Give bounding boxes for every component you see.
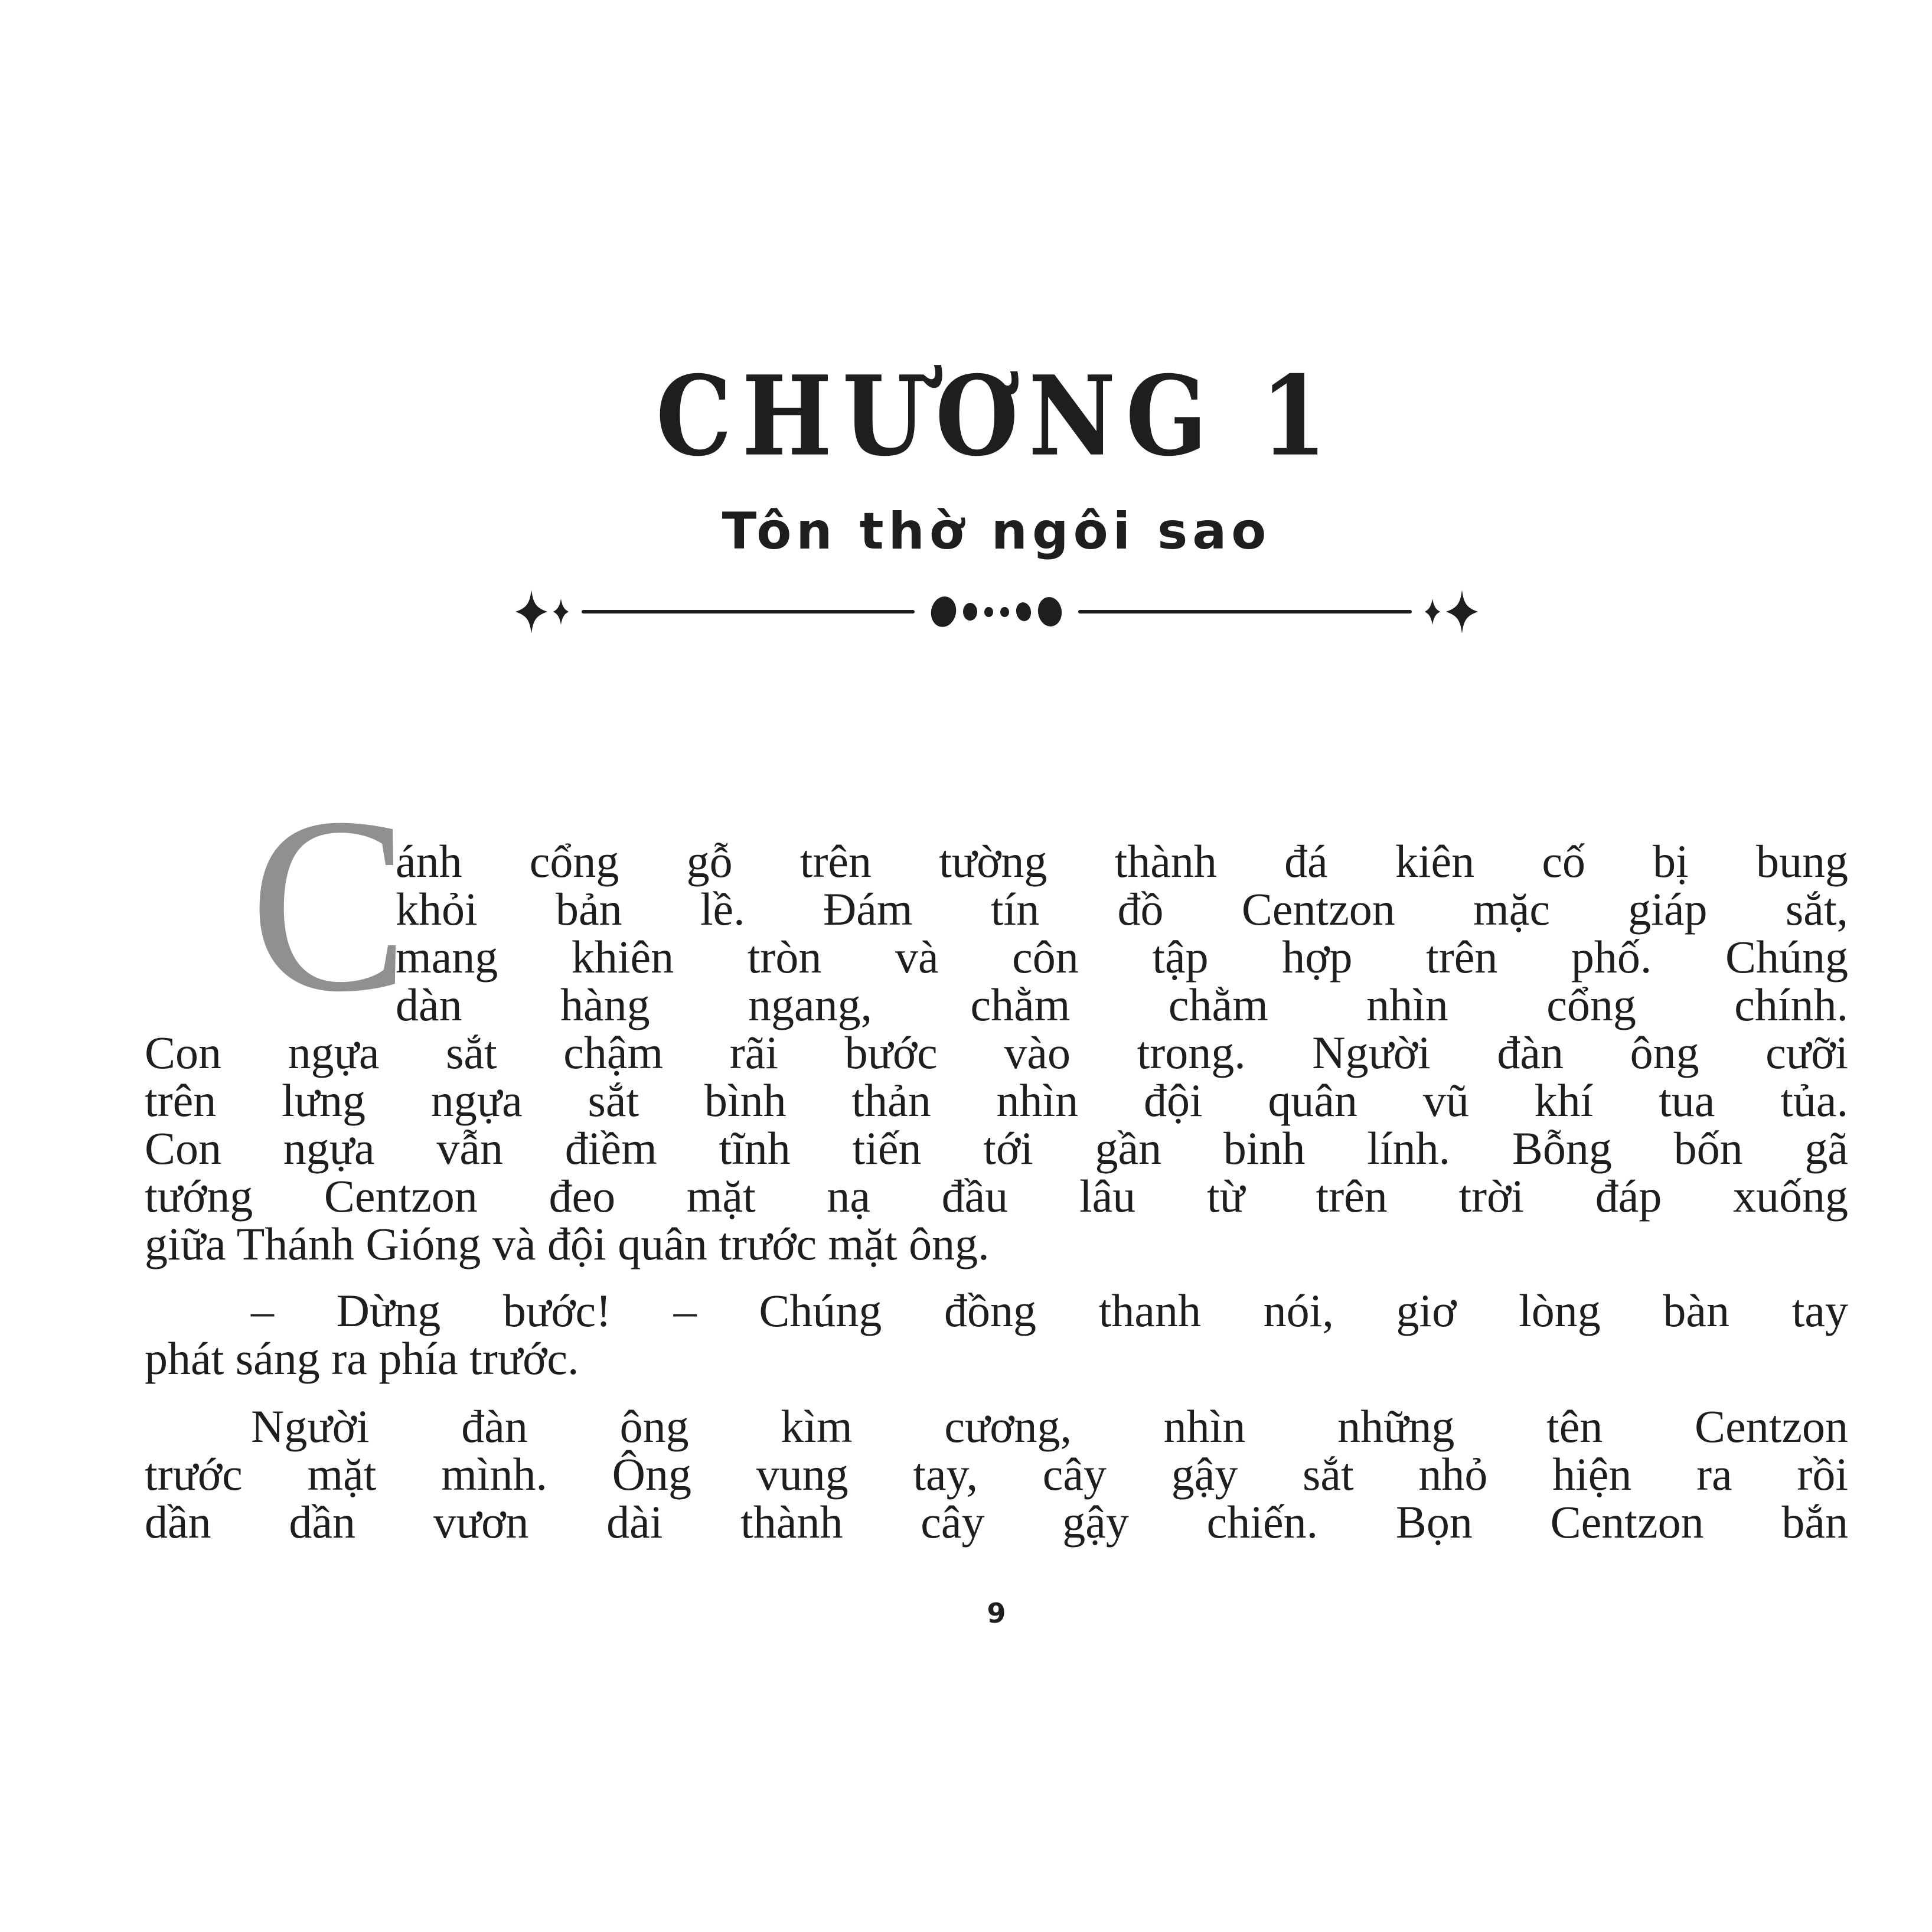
paragraph-3 xyxy=(145,1402,1848,1546)
divider-rule-right xyxy=(1078,610,1412,613)
text-line: trước mặt mình. Ông vung tay, cây gậy sắt nhỏ hiện ra rồi xyxy=(145,1448,1848,1500)
text-line: phát sáng ra phía trước. xyxy=(145,1333,579,1384)
text-line: ánh cổng gỗ trên tường thành đá kiên cố bị bung xyxy=(396,836,1848,887)
divider-rule-left xyxy=(582,610,915,613)
text-line: Con ngựa vẫn điềm tĩnh tiến tới gần binh lính. Bỗng bốn gã xyxy=(145,1122,1848,1174)
text-line: dàn hàng ngang, chằm chằm nhìn cổng chính. xyxy=(396,979,1848,1030)
text-line: – Dừng bước! – Chúng đồng thanh nói, giơ lòng bàn tay xyxy=(251,1285,1848,1336)
text-line: trên lưng ngựa sắt bình thản nhìn đội quân vũ khí tua tủa. xyxy=(145,1075,1848,1126)
divider-row xyxy=(515,590,1478,634)
text-line: dần dần vươn dài thành cây gậy chiến. Bọn Centzon bắn xyxy=(145,1496,1848,1548)
text-line: mang khiên tròn và côn tập hợp trên phố. Chúng xyxy=(396,931,1848,983)
diamond-icon xyxy=(553,599,569,625)
page-number: 9 xyxy=(987,1597,1006,1629)
text-line: Người đàn ông kìm cương, nhìn những tên Centzon xyxy=(251,1401,1848,1452)
diamond-icon xyxy=(1425,599,1440,625)
chapter-heading: CHƯƠNG 1 xyxy=(655,351,1337,481)
text-line: khỏi bản lề. Đám tín đồ Centzon mặc giáp sắt, xyxy=(396,883,1848,935)
ornamental-divider xyxy=(145,589,1848,634)
four-point-star-icon xyxy=(1446,590,1478,634)
paragraph-2 xyxy=(145,1287,1848,1382)
paragraph-1 xyxy=(145,765,1848,1269)
divider-dots-icon xyxy=(928,596,1065,627)
text-line: Con ngựa sắt chậm rãi bước vào trong. Người đàn ông cưỡi xyxy=(145,1027,1848,1078)
drop-cap: C xyxy=(250,765,409,1043)
text-line: giữa Thánh Gióng và đội quân trước mặt ông. xyxy=(145,1218,990,1269)
chapter-subtitle: Tôn thờ ngôi sao xyxy=(722,502,1271,561)
text-line: tướng Centzon đeo mặt nạ đầu lâu từ trên trời đáp xuống xyxy=(145,1170,1848,1222)
four-point-star-icon xyxy=(515,590,547,634)
